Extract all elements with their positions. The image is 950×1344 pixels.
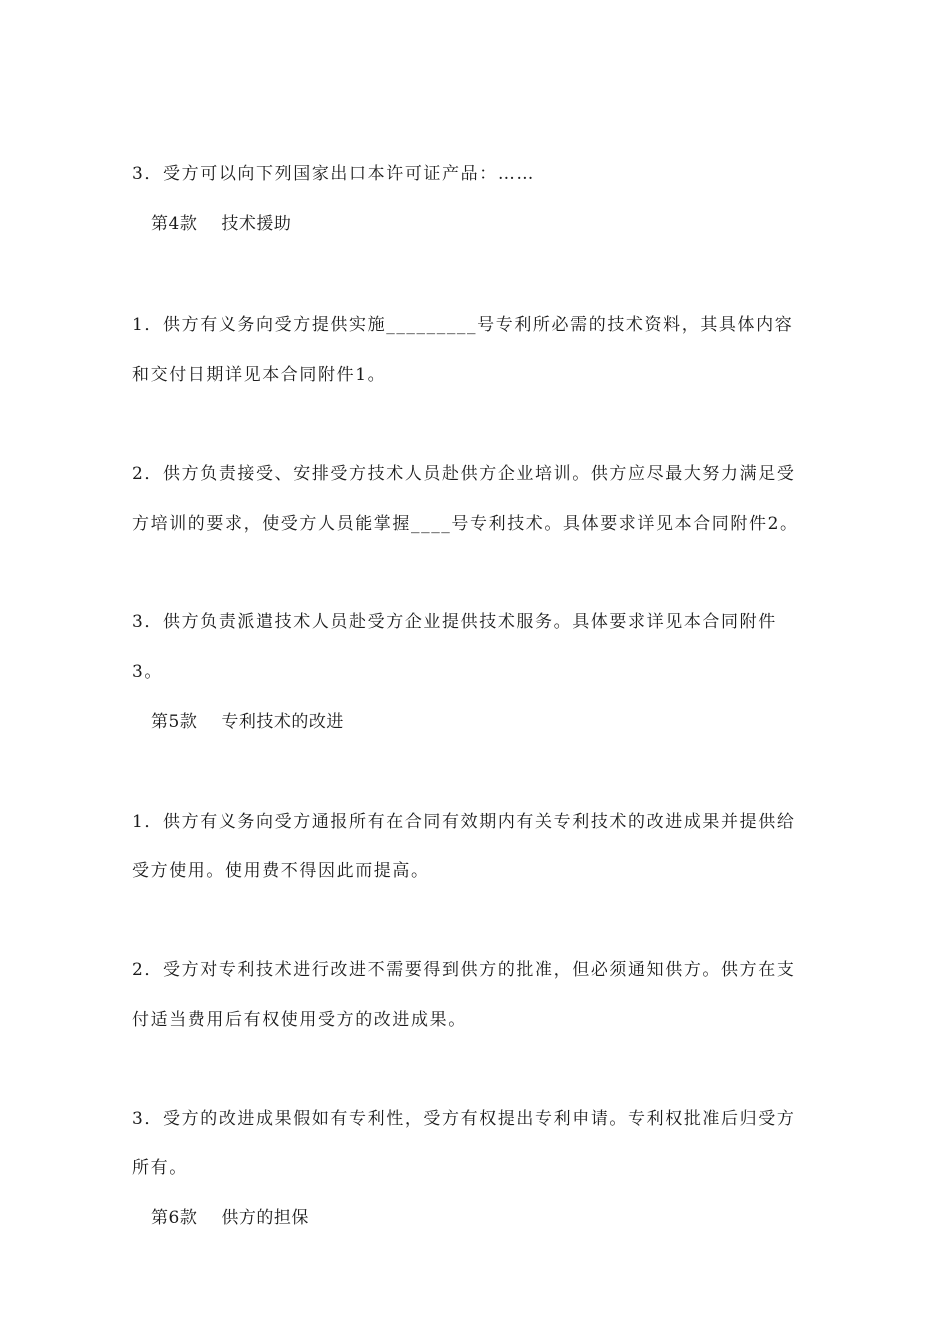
paragraph-line: 2．供方负责接受、安排受方技术人员赴供方企业培训。供方应尽最大努力满足受 xyxy=(132,464,796,484)
section-title: 专利技术的改进 xyxy=(221,712,344,732)
section-heading-4 xyxy=(151,212,291,236)
paragraph-line: 所有。 xyxy=(132,1158,188,1178)
paragraph-line: 1．供方有义务向受方提供实施_________号专利所必需的技术资料，其具体内容 xyxy=(132,315,794,335)
paragraph-line: 受方使用。使用费不得因此而提高。 xyxy=(132,861,430,881)
paragraph-line: 付适当费用后有权使用受方的改进成果。 xyxy=(132,1010,467,1030)
section-heading-6 xyxy=(151,1206,309,1230)
section-number: 第6款 xyxy=(151,1208,198,1228)
section-number: 第4款 xyxy=(151,214,198,234)
paragraph-line: 3．受方的改进成果假如有专利性，受方有权提出专利申请。专利权批准后归受方 xyxy=(132,1109,796,1129)
section-title: 供方的担保 xyxy=(221,1208,309,1228)
paragraph-line: 2．受方对专利技术进行改进不需要得到供方的批准，但必须通知供方。供方在支 xyxy=(132,960,796,980)
paragraph-line: 3。 xyxy=(132,662,164,682)
section-number: 第5款 xyxy=(151,712,198,732)
paragraph-line: 3．供方负责派遣技术人员赴受方企业提供技术服务。具体要求详见本合同附件 xyxy=(132,612,777,632)
paragraph-line: 和交付日期详见本合同附件1。 xyxy=(132,365,387,385)
paragraph-line: 1．供方有义务向受方通报所有在合同有效期内有关专利技术的改进成果并提供给 xyxy=(132,812,796,832)
section-title: 技术援助 xyxy=(221,214,292,234)
section-heading-5 xyxy=(151,710,344,734)
clause-item-export-countries: 3．受方可以向下列国家出口本许可证产品：…… xyxy=(132,164,536,184)
paragraph-line: 方培训的要求，使受方人员能掌握____号专利技术。具体要求详见本合同附件2。 xyxy=(132,514,799,534)
